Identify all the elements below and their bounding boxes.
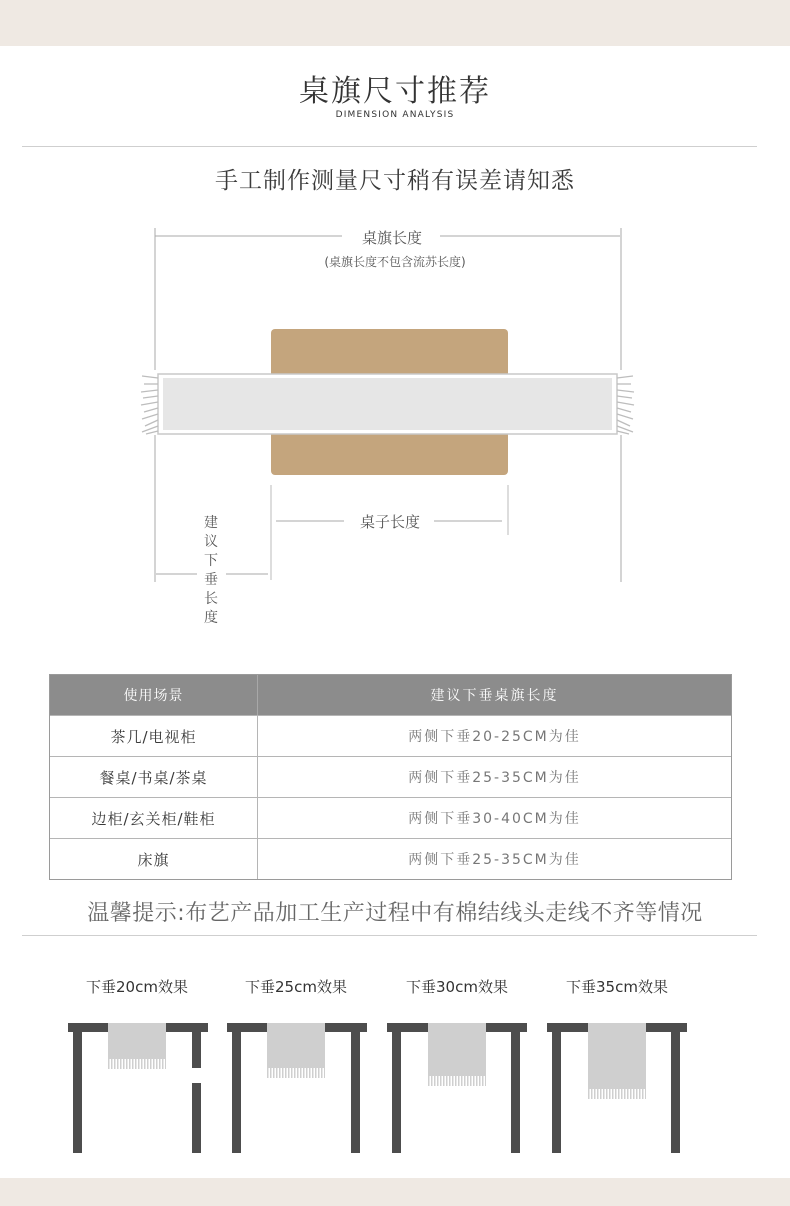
- page-subtitle: DIMENSION ANALYSIS: [335, 110, 455, 120]
- drop-length-label: 建 议 下 垂 长 度: [204, 515, 218, 626]
- runner-inner: [163, 378, 612, 430]
- top-band: [0, 0, 790, 46]
- table-row: [50, 715, 731, 756]
- fringe-left: [141, 376, 158, 434]
- table-cell-drop: 两侧下垂30-40CM为佳: [408, 811, 581, 827]
- drop-examples: [0, 960, 790, 1170]
- table-cell-scene: 边柜/玄关柜/鞋柜: [50, 798, 258, 838]
- divider: [22, 935, 757, 936]
- example-table-20: [68, 1023, 208, 1153]
- table-row: [50, 756, 731, 797]
- runner-length-note: (桌旗长度不包含流苏长度): [324, 255, 466, 269]
- column-header-scene: 使用场景: [50, 675, 258, 715]
- fringe-right: [617, 376, 634, 434]
- measurement-note: 手工制作测量尺寸稍有误差请知悉: [215, 168, 575, 194]
- warm-tip: 温馨提示:布艺产品加工生产过程中有棉结线头走线不齐等情况: [87, 901, 703, 926]
- example-label-30: 下垂30cm效果: [406, 978, 508, 996]
- page-title: 桌旗尺寸推荐: [299, 74, 491, 109]
- table-cell-scene: 茶几/电视柜: [50, 716, 258, 756]
- example-table-30: [387, 1023, 527, 1153]
- example-label-35: 下垂35cm效果: [566, 978, 668, 996]
- table-cell-scene: 床旗: [50, 839, 258, 879]
- recommendation-table: [49, 674, 732, 880]
- examples-drawing: [0, 960, 790, 1170]
- table-cell-drop: 两侧下垂25-35CM为佳: [408, 770, 581, 786]
- table-cell-scene: 餐桌/书桌/茶桌: [50, 757, 258, 797]
- divider: [22, 146, 757, 147]
- table-length-label: 桌子长度: [359, 513, 420, 531]
- table-cell-drop: 两侧下垂25-35CM为佳: [408, 852, 581, 868]
- example-table-25: [227, 1023, 367, 1153]
- table-row: [50, 838, 731, 879]
- example-table-35: [547, 1023, 687, 1153]
- dimension-diagram: [0, 200, 790, 640]
- example-label-20: 下垂20cm效果: [86, 978, 188, 996]
- example-label-25: 下垂25cm效果: [245, 978, 347, 996]
- table-cell-drop: 两侧下垂20-25CM为佳: [408, 729, 581, 745]
- column-header-drop: 建议下垂桌旗长度: [430, 688, 559, 704]
- bottom-band: [0, 1178, 790, 1206]
- runner-length-label: 桌旗长度: [361, 229, 422, 247]
- table-row: [50, 797, 731, 838]
- table-header-row: [50, 675, 731, 715]
